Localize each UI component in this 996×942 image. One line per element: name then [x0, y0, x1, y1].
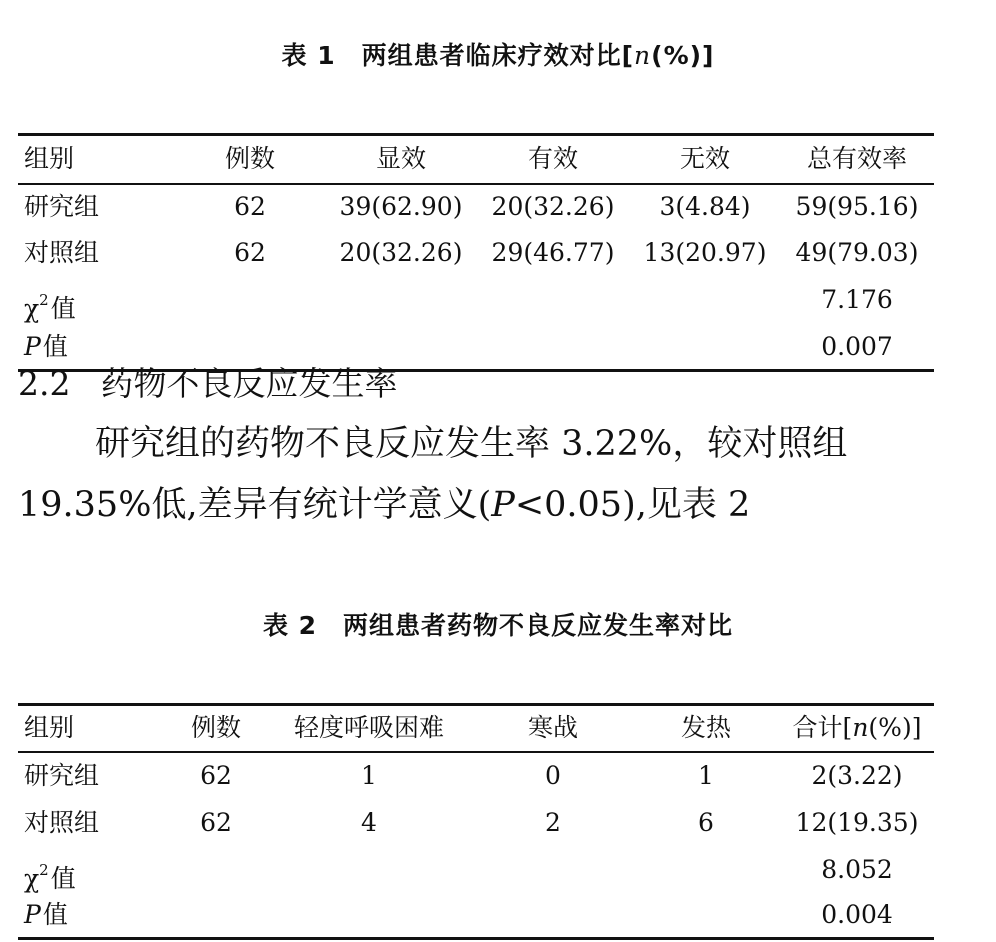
table2-row1-count: 62: [200, 761, 232, 790]
table1-header-total-rate: 总有效率: [806, 144, 908, 173]
table2-caption-number: 表 2: [262, 611, 318, 640]
table1-caption-number: 表 1: [281, 41, 336, 70]
table1-header-group: 组别: [24, 144, 75, 173]
table1-caption-text: 两组患者临床疗效对比[: [361, 41, 635, 70]
table1-row2-group: 对照组: [24, 238, 100, 267]
table1-row2-marked: 20(32.26): [339, 238, 463, 267]
table2-chi-value: 8.052: [821, 855, 893, 884]
table1-row1-marked: 39(62.90): [339, 192, 463, 221]
table2-row1-group: 研究组: [24, 761, 100, 790]
table1-caption: [0, 36, 996, 72]
table1-header-effective: 有效: [527, 144, 579, 173]
table2-header-fever: 发热: [680, 713, 732, 742]
table1-row1-group: 研究组: [24, 192, 100, 221]
section-number: 2.2: [18, 364, 71, 403]
table2-p-value: 0.004: [821, 900, 893, 929]
table2-row2-fever: 6: [698, 808, 714, 837]
table1-row2-total-rate: 49(79.03): [795, 238, 919, 267]
table2-header-chills: 寒战: [527, 713, 579, 742]
table1-header-ineffective: 无效: [679, 144, 731, 173]
table1-top-rule: [18, 133, 934, 136]
paragraph-line1: 研究组的药物不良反应发生率 3.22%，较对照组: [95, 424, 848, 464]
table2-bottom-rule: [18, 937, 934, 940]
table2-caption-text: 两组患者药物不良反应发生率对比: [343, 611, 734, 640]
table1-row1-effective: 20(32.26): [491, 192, 615, 221]
table1-header-count: 例数: [224, 144, 276, 173]
table2-row1-fever: 1: [698, 761, 714, 790]
table1-chi-value: 7.176: [821, 285, 893, 314]
table1-p-label: P值: [24, 332, 68, 361]
table2-row1-dyspnea: 1: [361, 761, 377, 790]
table2-row1-chills: 0: [545, 761, 561, 790]
table2-row2-count: 62: [200, 808, 232, 837]
paragraph-line2: 19.35%低,差异有统计学意义(P<0.05),见表 2: [18, 485, 751, 525]
table1-row1-ineffective: 3(4.84): [659, 192, 751, 221]
table1-header-marked: 显效: [375, 144, 427, 173]
table1-header-rule: [18, 183, 934, 185]
table2-p-label: P值: [24, 900, 68, 929]
table1-row2-count: 62: [234, 238, 266, 267]
table1-p-value: 0.007: [821, 332, 893, 361]
table2-caption: [0, 606, 996, 642]
table2-chi-label: $\chi^2$值: [24, 861, 76, 893]
table2-row2-chills: 2: [545, 808, 561, 837]
table1-row2-ineffective: 13(20.97): [643, 238, 767, 267]
table2-row2-dyspnea: 4: [361, 808, 377, 837]
section-title: 药物不良反应发生率: [100, 364, 398, 403]
table2-row1-total: 2(3.22): [811, 761, 903, 790]
table2-header-total: 合计[n(%)]: [792, 713, 922, 742]
table1-caption-n: n: [634, 41, 652, 70]
table2-header-count: 例数: [190, 713, 242, 742]
section-heading: [18, 366, 397, 402]
table1-row2-effective: 29(46.77): [491, 238, 615, 267]
table1-row1-count: 62: [234, 192, 266, 221]
table1-row1-total-rate: 59(95.16): [795, 192, 919, 221]
table1-chi-label: $\chi^2$值: [24, 291, 76, 323]
table2-top-rule: [18, 703, 934, 706]
table1-caption-tail: (%)]: [651, 41, 715, 70]
table2-header-group: 组别: [24, 713, 75, 742]
table2-header-dyspnea: 轻度呼吸困难: [293, 713, 445, 742]
table2-row2-group: 对照组: [24, 808, 100, 837]
table2-header-rule: [18, 751, 934, 753]
table2-row2-total: 12(19.35): [795, 808, 919, 837]
